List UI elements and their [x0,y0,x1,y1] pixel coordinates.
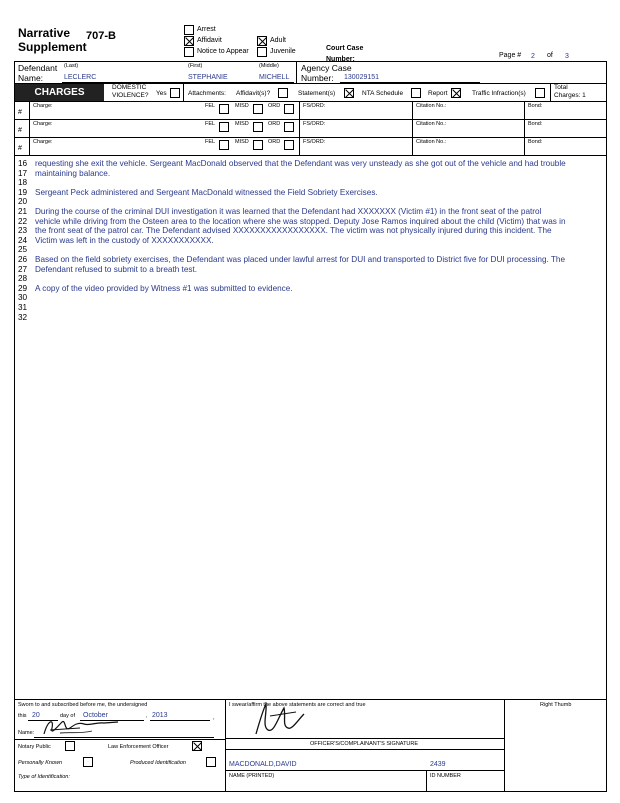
total-charges-label-1: Total [554,84,568,91]
charge-row-bottom [14,137,607,138]
fel-checkbox[interactable] [219,140,229,150]
name-underline-footer [34,737,214,738]
personally-known-label: Personally Known [18,760,63,766]
fsord-label: FS/ORD: [303,121,326,127]
traffic-infraction-checkbox[interactable] [535,88,545,98]
notice-to-appear-checkbox[interactable] [184,47,194,57]
notary-public-checkbox[interactable] [65,741,75,751]
form-title-line-1: Narrative [18,26,71,40]
last-name-caption: (Last) [64,63,79,69]
narrative-line-number: 24 [18,235,28,245]
narrative-line-number: 21 [18,207,28,216]
total-charges-label-2: Charges: 1 [554,92,586,99]
this-label: this [18,713,27,719]
charges-title: CHARGES [34,87,85,98]
report-checkbox[interactable] [451,88,461,98]
agency-case-number: 130029151 [344,74,380,81]
agency-case-label-2: Number: [301,73,334,83]
charge-label: Charge: [33,121,53,127]
citation-divider [412,137,413,155]
traffic-infraction-label: Traffic Infraction(s) [472,90,526,97]
domestic-label-1: DOMESTIC [112,84,147,91]
narrative-line-number: 27 [18,264,28,274]
narrative-line-text: requesting she exit the vehicle. Sergeant MacDonald observed that the Defendant was very unsteady as she got out of the vehicle and had trouble [35,159,566,168]
bond-divider [524,119,525,137]
arrest-checkbox[interactable] [184,25,194,35]
citation-label: Citation No.: [416,103,447,109]
notice-to-appear-label: Notice to Appear [197,48,249,55]
charge-row-hash: # [18,109,22,116]
narrative-line-text: A copy of the video provided by Witness #1 was submitted to evidence. [35,283,293,293]
produced-id-label: Produced Identification [130,760,186,766]
defendant-label-1: Defendant [18,63,58,73]
statements-label: Statement(s) [298,90,336,97]
charge-row-hash-divider [29,101,30,119]
citation-label: Citation No.: [416,139,447,145]
narrative-line-number: 18 [18,178,28,188]
narrative-line-text: vehicle while driving from the Osteen area to the location where she was stopped. Deputy Jose Ramos inquired about the child (Victim) that was in [35,216,566,226]
narrative-line-text: During the course of the criminal DUI investigation it was learned that the Defendant had XXXXXXX (Victim #1) in the front seat of the patrol [35,207,542,216]
affidavits-checkbox[interactable] [278,88,288,98]
year-underline [150,720,210,721]
narrative-line-number: 26 [18,255,28,264]
bond-divider [524,101,525,119]
citation-label: Citation No.: [416,121,447,127]
misd-checkbox[interactable] [253,122,263,132]
charges-header [15,84,104,101]
court-case-label-1: Court Case [326,45,364,52]
narrative-line-number: 19 [18,187,28,197]
fel-label: FEL [205,121,216,127]
charge-row-hash-divider [29,119,30,137]
narrative-line-text: Sergeant Peck administered and Sergeant MacDonald witnessed the Field Sobriety Exercises. [35,187,378,197]
type-of-id-label: Type of Identification: [18,774,70,780]
id-divider [426,770,427,792]
arrest-label: Arrest [197,26,216,33]
ord-label: ORD [268,139,281,145]
personally-known-checkbox[interactable] [83,757,93,767]
right-thumb-label: Right Thumb [540,702,572,708]
narrative-line-text: maintaining balance. [35,168,111,178]
court-case-label-2: Number: [326,56,355,63]
affidavit-checkbox[interactable] [184,36,194,46]
officer-name-line [225,770,504,771]
adult-checkbox[interactable] [257,36,267,46]
domestic-yes-label: Yes [156,90,167,97]
misd-label: MISD [235,139,249,145]
charges-bar-bottom [14,101,607,102]
juvenile-checkbox[interactable] [257,47,267,57]
report-label: Report [428,90,448,97]
narrative-line-text: Victim was left in the custody of XXXXXXXXXXX. [35,235,214,245]
fel-checkbox[interactable] [219,122,229,132]
officer-signature-line [225,738,504,739]
ord-checkbox[interactable] [284,140,294,150]
agency-case-label-1: Agency Case [301,63,352,73]
page-number: 2 [531,53,535,60]
narrative-line-number: 22 [18,216,28,226]
narrative-line-text: Based on the field sobriety exercises, the Defendant was placed under lawful arrest for DUI and transported to District five for DUI processing. The [35,255,566,264]
produced-id-checkbox[interactable] [206,757,216,767]
middle-name-caption: (Middle) [259,63,279,69]
attachments-label: Attachments: [188,90,226,97]
defendant-last-name: LECLERC [64,74,97,81]
nta-schedule-label: NTA Schedule [362,90,404,97]
form-code: 707-B [86,30,116,42]
statements-checkbox[interactable] [344,88,354,98]
form-title [18,26,87,54]
footer-divider-1 [225,699,226,792]
notary-public-label: Notary Public [18,744,51,750]
affirm-text: I swear/affirm the above statements are correct and true [229,702,366,708]
attachments-divider [183,84,184,101]
officer-id-number: 2439 [430,761,446,768]
domestic-violence-checkbox[interactable] [170,88,180,98]
form-title-line-2: Supplement [18,40,87,54]
comma-1: , [146,713,148,719]
narrative-line-number: 32 [18,312,28,322]
domestic-violence-label [112,84,149,100]
officer-signature-scribble [250,700,310,738]
juvenile-label: Juvenile [270,48,296,55]
charge-row-hash: # [18,127,22,134]
total-divider [550,84,551,101]
name-label: Name: [18,730,35,736]
affidavits-label: Affidavit(s)? [236,90,271,97]
domestic-label-2: VIOLENCE? [112,92,149,99]
first-name-caption: (First) [188,63,203,69]
fsord-label: FS/ORD: [303,103,326,109]
page-total: 3 [565,53,569,60]
defendant-middle-name: MICHELL [259,74,290,81]
officer-name: MACDONALD,DAVID [229,761,297,768]
fel-label: FEL [205,103,216,109]
total-charges [554,84,586,100]
narrative-line-number: 16 [18,159,28,168]
defendant-first-name: STEPHANIE [188,74,228,81]
footer-top-border [14,699,607,700]
officer-name-top-line [225,749,504,750]
charge-label: Charge: [33,103,53,109]
bond-label: Bond: [528,121,543,127]
officer-signature-label: OFFICER'S/COMPLAINANT'S SIGNATURE [310,741,419,747]
narrative-line-number: 29 [18,283,28,293]
bond-label: Bond: [528,139,543,145]
defendant-label [18,63,57,83]
comma-2: , [213,715,215,721]
leo-label: Law Enforcement Officer [108,744,169,750]
ord-label: ORD [268,121,281,127]
charge-row-bottom [14,155,607,156]
defendant-label-2: Name: [18,73,44,83]
name-printed-label: NAME (PRINTED) [229,773,275,779]
notary-signature-scribble [40,716,125,738]
narrative-line-number: 28 [18,274,28,284]
charge-label: Charge: [33,139,53,145]
narrative-line-text: the front seat of the patrol car. The Defendant advised XXXXXXXXXXXXXXXXX. The victim was not physically injured during this incident. The [35,226,552,236]
fel-label: FEL [205,139,216,145]
sworn-year: 2013 [152,712,168,719]
sworn-month: October [83,712,108,719]
charge-row-hash-divider [29,137,30,155]
fel-checkbox[interactable] [219,104,229,114]
charge-row-hash: # [18,145,22,152]
fsord-divider [299,119,300,137]
page-of-label: of [547,52,553,59]
narrative-line-number: 20 [18,197,28,207]
bond-divider [524,137,525,155]
id-number-label: ID NUMBER [430,773,461,779]
footer-divider-2 [504,699,505,792]
day-of-label: day of [60,713,75,719]
nta-schedule-checkbox[interactable] [411,88,421,98]
page-label: Page # [499,52,522,59]
narrative-line-number: 23 [18,226,28,236]
fsord-divider [299,101,300,119]
citation-divider [412,119,413,137]
narrative-line-number: 17 [18,168,28,178]
misd-checkbox[interactable] [253,140,263,150]
narrative-line-number: 25 [18,245,28,255]
sworn-day: 20 [32,712,40,719]
agency-divider [296,61,297,83]
misd-label: MISD [235,103,249,109]
fsord-divider [299,137,300,155]
citation-divider [412,101,413,119]
leo-checkbox[interactable] [192,741,202,751]
footer-left-sep [14,739,225,740]
misd-label: MISD [235,121,249,127]
affidavit-label: Affidavit [197,37,222,44]
sworn-text: Sworn to and subscribed before me, the undersigned [18,702,148,708]
fsord-label: FS/ORD: [303,139,326,145]
ord-checkbox[interactable] [284,122,294,132]
bond-label: Bond: [528,103,543,109]
misd-checkbox[interactable] [253,104,263,114]
narrative-line-text: Defendant refused to submit to a breath test. [35,264,198,274]
narrative-line-number: 31 [18,303,28,312]
adult-label: Adult [270,37,286,44]
ord-label: ORD [268,103,281,109]
ord-checkbox[interactable] [284,104,294,114]
narrative-line-number: 30 [18,293,28,303]
charge-row-bottom [14,119,607,120]
